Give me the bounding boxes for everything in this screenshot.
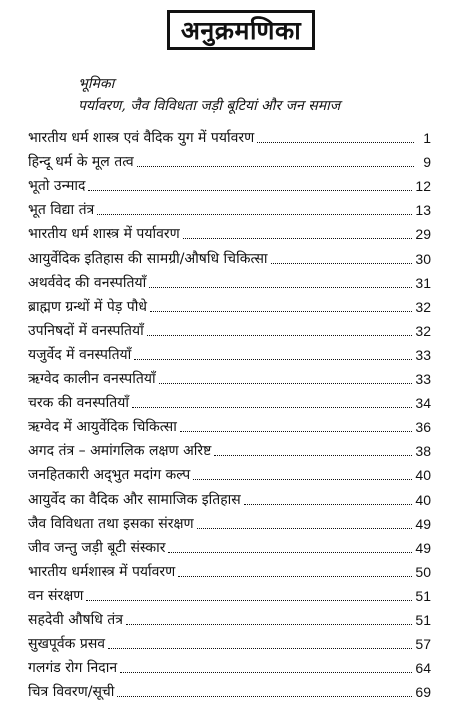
toc-dot-leader [244,503,413,505]
toc-entry-page: 30 [415,250,431,267]
toc-entry-title: सहदेवी औषधि तंत्र [28,611,124,628]
toc-entry-page: 33 [415,346,431,363]
toc-dot-leader [180,430,413,432]
toc-dot-leader [97,213,412,215]
toc-entry [28,268,431,292]
table-of-contents [28,123,431,701]
toc-entry [28,484,431,508]
intro-line-1: भूमिका [78,76,115,92]
toc-dot-leader [159,382,413,384]
toc-entry [28,243,431,267]
toc-entry-title: जनहितकारी अद्‌भुत मदांग कल्प [28,467,191,484]
toc-entry-page: 49 [415,515,431,532]
toc-entry [28,316,431,340]
toc-dot-leader [257,141,414,143]
toc-entry-page: 51 [415,611,431,628]
toc-entry [28,460,431,484]
toc-entry [28,581,431,605]
toc-entry-page: 69 [415,684,431,701]
toc-dot-leader [134,358,412,360]
toc-entry [28,195,431,219]
toc-entry-title: आयुर्वेदिक इतिहास की सामग्री/औषधि चिकित्सा [28,250,268,267]
toc-entry-page: 12 [415,178,431,195]
toc-dot-leader [120,671,412,673]
toc-entry [28,171,431,195]
toc-entry [28,292,431,316]
toc-entry [28,364,431,388]
toc-dot-leader [214,454,412,456]
toc-entry-page: 29 [415,226,431,243]
toc-entry-title: चरक की वनस्पतियाँ [28,395,129,412]
toc-entry [28,509,431,533]
toc-entry-title: अगद तंत्र – अमांगलिक लक्षण अरिष्ट [28,443,212,460]
toc-entry-page: 38 [415,443,431,460]
toc-entry-title: भारतीय धर्म शास्त्र में पर्यावरण [28,226,180,243]
toc-entry-title: ऋग्वेद में आयुर्वेदिक चिकित्सा [28,419,177,436]
toc-dot-leader [150,310,412,312]
toc-entry-title: भूत विद्या तंत्र [28,202,95,219]
toc-entry-page: 33 [415,371,431,388]
toc-dot-leader [183,237,413,239]
toc-entry [28,677,431,701]
toc-entry [28,557,431,581]
toc-entry [28,605,431,629]
toc-entry-page: 40 [415,467,431,484]
toc-dot-leader [271,262,413,264]
toc-dot-leader [168,551,412,553]
toc-dot-leader [88,189,412,191]
toc-entry [28,436,431,460]
toc-entry-title: यजुर्वेद में वनस्पतियाँ [28,346,132,363]
toc-entry-title: सुखपूर्वक प्रसव [28,636,106,653]
toc-entry-page: 36 [415,419,431,436]
toc-entry [28,629,431,653]
toc-entry-page: 51 [415,587,431,604]
toc-entry-page: 57 [415,636,431,653]
toc-entry-page: 13 [415,202,431,219]
toc-entry-page: 32 [415,298,431,315]
toc-dot-leader [197,527,413,529]
toc-entry [28,653,431,677]
toc-entry-page: 9 [423,154,431,171]
toc-entry-title: ऋग्वेद कालीन वनस्पतियाँ [28,371,156,388]
toc-entry-page: 64 [415,660,431,677]
toc-entry-title: उपनिषदों में वनस्पतियाँ [28,322,144,339]
toc-entry-title: भूतो उन्माद [28,178,86,195]
toc-dot-leader [108,647,412,649]
toc-dot-leader [178,575,412,577]
intro-line-2: पर्यावरण, जैव विविधता जड़ी बूटियां और जन समाज [78,98,341,114]
toc-entry [28,412,431,436]
toc-entry-page: 1 [423,130,431,147]
toc-dot-leader [149,286,412,288]
toc-dot-leader [86,599,412,601]
toc-entry-title: अथर्ववेद की वनस्पतियाँ [28,274,147,291]
toc-entry-page: 40 [415,491,431,508]
toc-entry-title: भारतीय धर्म शास्त्र एवं वैदिक युग में पर्यावरण [28,130,255,147]
toc-entry-page: 31 [415,274,431,291]
toc-entry-title: हिन्दू धर्म के मूल तत्व [28,154,134,171]
toc-dot-leader [137,165,414,167]
toc-dot-leader [117,695,412,697]
toc-dot-leader [193,478,412,480]
toc-entry [28,219,431,243]
toc-entry-title: भारतीय धर्मशास्त्र में पर्यावरण [28,563,176,580]
toc-entry [28,533,431,557]
toc-entry-title: आयुर्वेद का वैदिक और सामाजिक इतिहास [28,491,241,508]
toc-dot-leader [147,334,413,336]
toc-entry-title: गलगंड रोग निदान [28,660,118,677]
toc-entry-title: ब्राह्मण ग्रन्थों में पेड़ पौधे [28,298,147,315]
toc-entry [28,388,431,412]
toc-dot-leader [126,623,412,625]
toc-entry-page: 50 [415,563,431,580]
toc-entry [28,123,431,147]
toc-entry [28,147,431,171]
toc-entry-title: जैव विविधता तथा इसका संरक्षण [28,515,194,532]
toc-entry-page: 32 [415,322,431,339]
toc-dot-leader [132,406,412,408]
page-title: अनुक्रमणिका [167,10,315,50]
toc-entry-title: जीव जन्तु जड़ी बूटी संस्कार [28,539,166,556]
toc-entry-title: वन संरक्षण [28,587,84,604]
toc-entry-page: 34 [415,395,431,412]
toc-entry-page: 49 [415,539,431,556]
toc-entry-title: चित्र विवरण/सूची [28,684,115,701]
toc-entry [28,340,431,364]
